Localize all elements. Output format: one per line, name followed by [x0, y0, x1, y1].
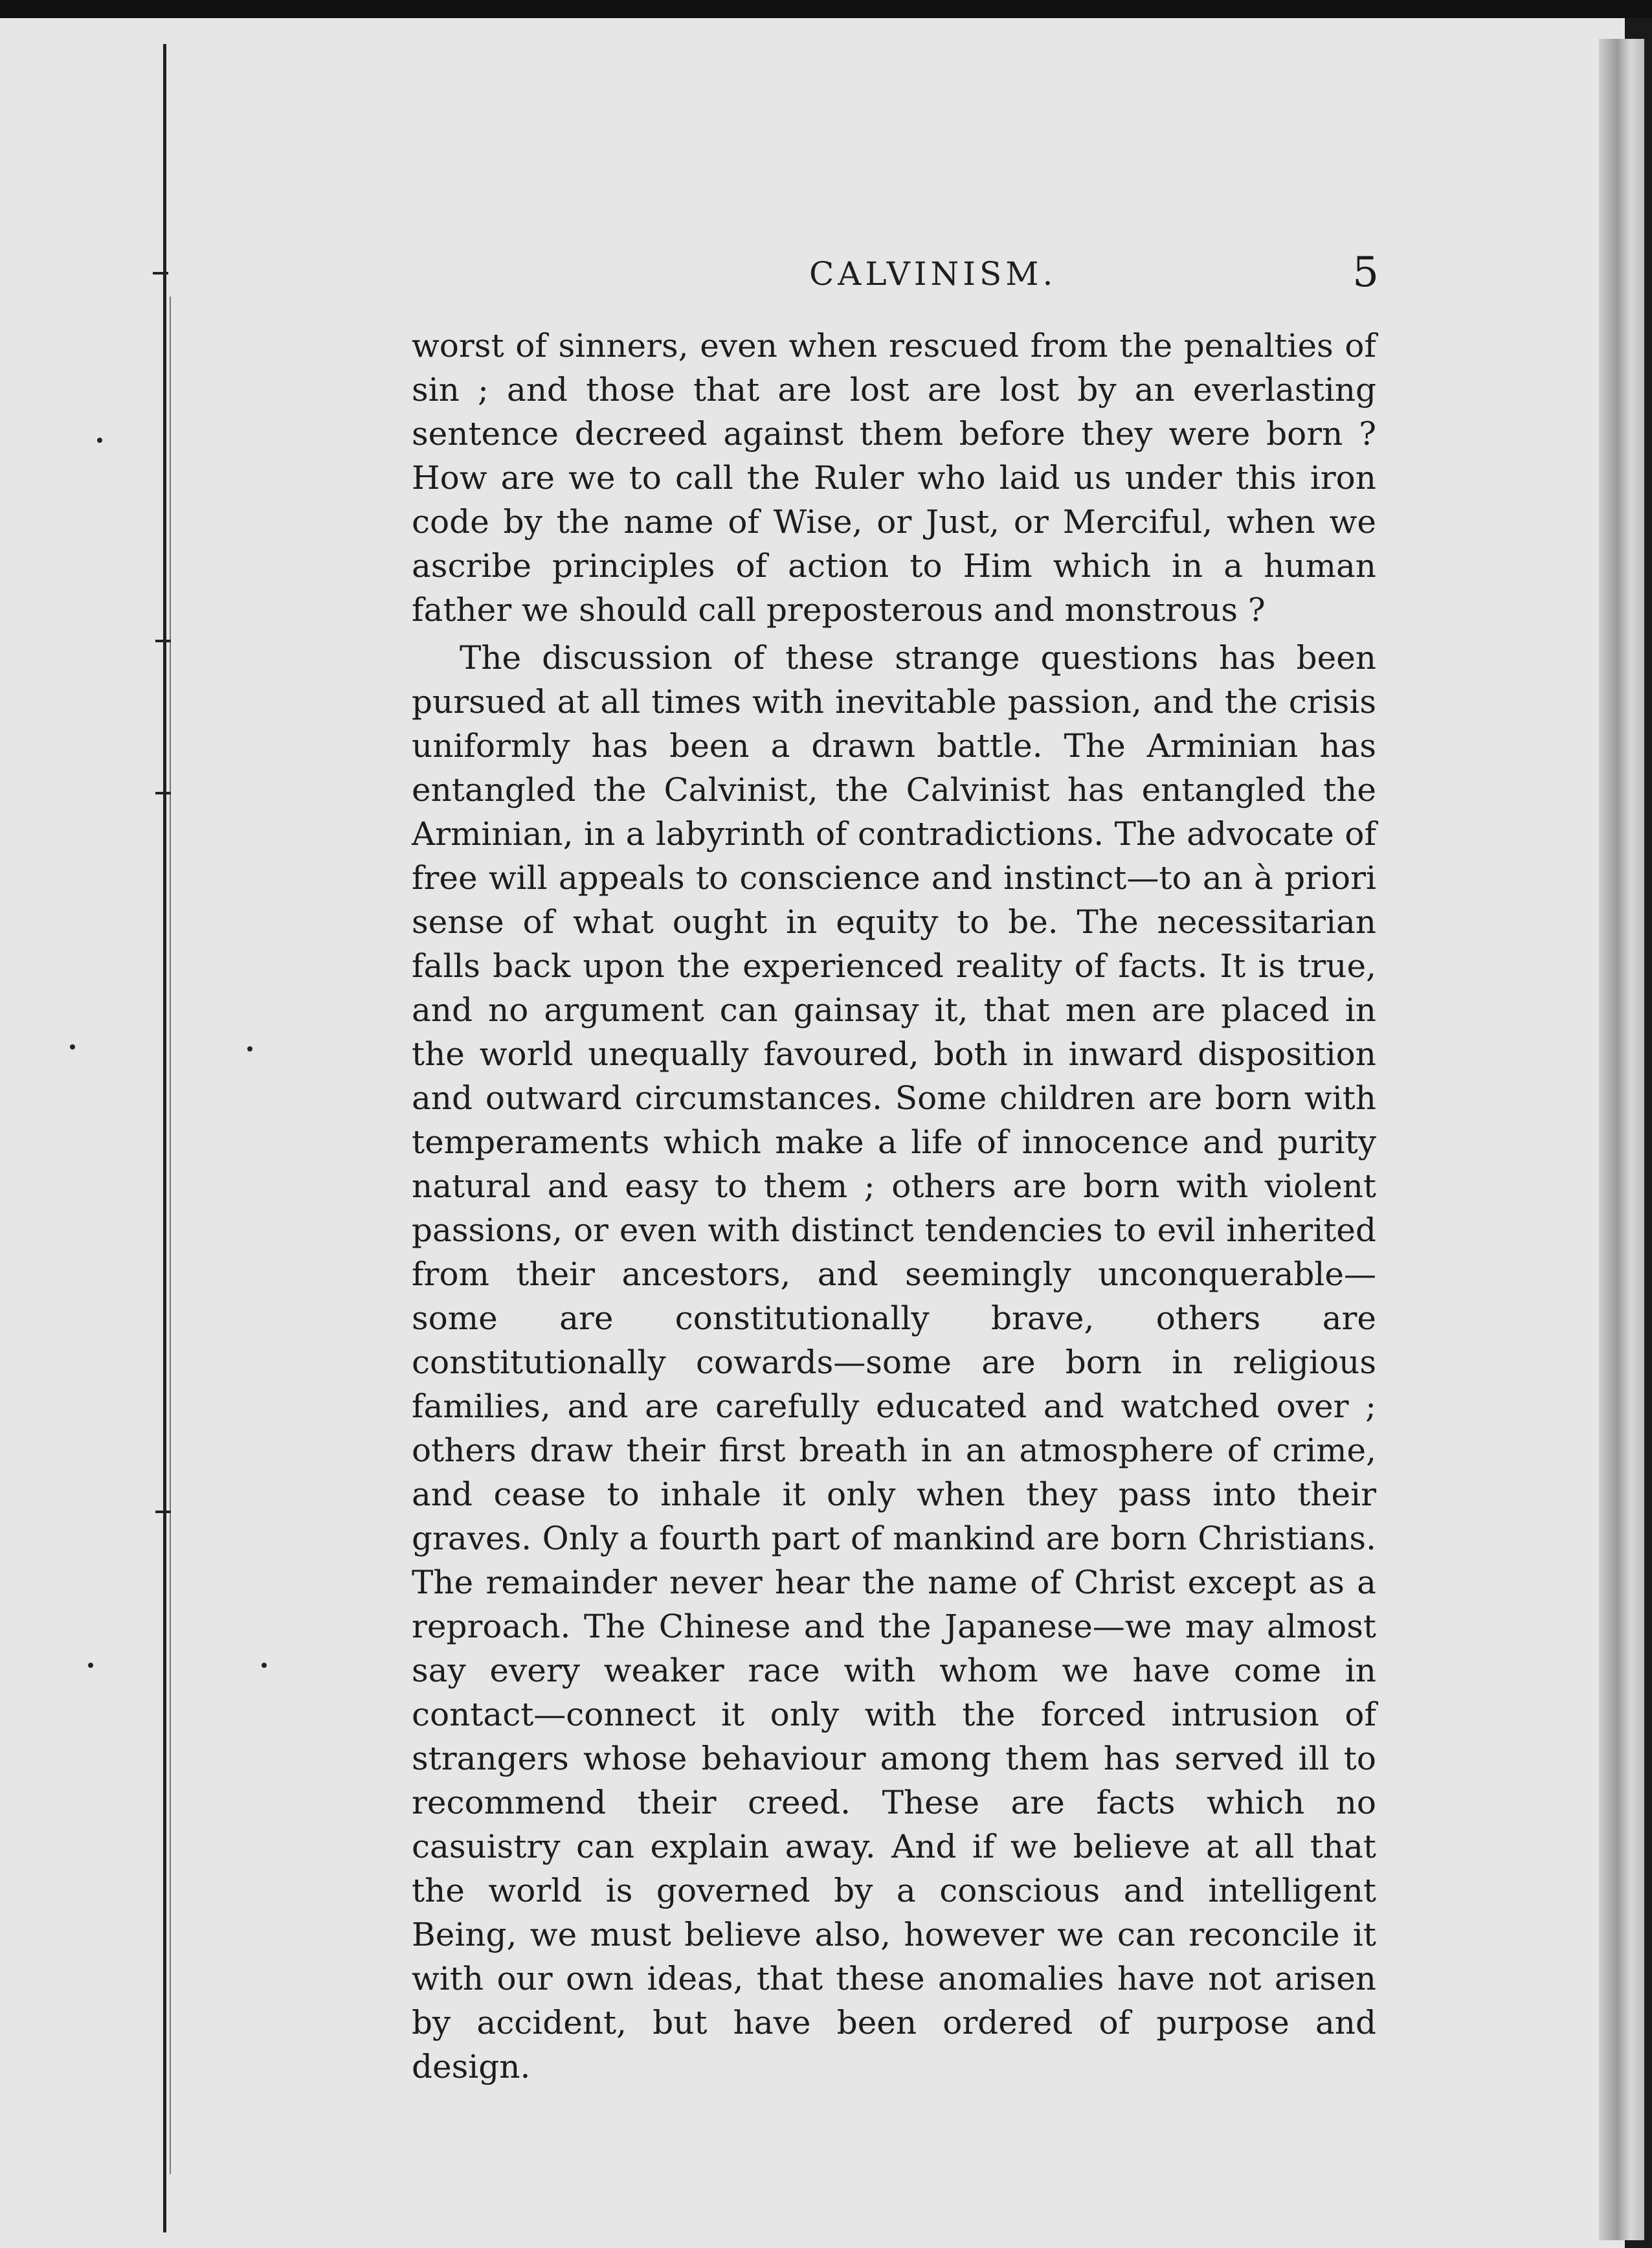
scan-speck — [97, 438, 102, 443]
book-page — [0, 18, 1625, 2248]
body-text — [412, 324, 1376, 2089]
paragraph: worst of sinners, even when rescued from the penalties of sin ; and those that are lost are lost by an everlasting sentence decreed against them before they were born ? How are we to call the Ruler who laid us under this iron code by the name of Wise, or Just, or Merciful, when we ascribe principles of action to Him which in a human father we should call preposterous and monstrous ? — [412, 327, 1376, 629]
binding-gutter-line — [163, 44, 166, 2232]
binding-stitch-mark — [155, 792, 171, 794]
scan-speck — [88, 1663, 93, 1668]
paragraph: The discussion of these strange questions has been pursued at all times with inevitable passion, and the crisis uniformly has been a drawn battle. The Arminian has entangled the Calvinist, the Calvinist has entangled the Arminian, in a labyrinth of contradictions. The advocate of free will appeals to conscience and instinct—to an à priori sense of what ought in equity to be. The necessitarian falls back upon the experienced reality of facts. It is true, and no argument can gainsay it, that men are placed in the world unequally favoured, both in inward disposition and outward circumstances. Some children are born with temperaments which make a life of innocence and purity natural and easy to them ; others are born with violent passions, or even with distinct tendencies to evil inherited from their ancestors, and seemingly unconquerable—some are constitutionally brave, others are constitutionally cowards—some are born in religious families, and are carefully educated and watched over ; others draw their first breath in an atmosphere of crime, and cease to inhale it only when they pass into their graves. Only a fourth part of mankind are born Christians. The remainder never hear the name of Christ except as a reproach. The Chinese and the Japanese—we may almost say every weaker race with whom we have come in contact—connect it only with the forced intrusion of strangers whose behaviour among them has served ill to recommend their creed. These are facts which no casuistry can explain away. And if we believe at all that the world is governed by a conscious and intelligent Being, we must believe also, however we can reconcile it with our own ideas, that these anomalies have not arisen by accident, but have been ordered of purpose and design. — [412, 639, 1376, 2085]
page-edge-stack — [1599, 39, 1644, 2240]
running-title: CALVINISM. — [809, 255, 1057, 293]
scan-speck — [247, 1046, 252, 1051]
scan-speck — [262, 1663, 267, 1668]
running-head — [427, 249, 1379, 300]
page-number: 5 — [1352, 249, 1379, 297]
scan-top-border — [0, 0, 1652, 18]
binding-stitch-mark — [153, 272, 168, 275]
binding-stitch-mark — [155, 640, 171, 642]
binding-gutter-shadow — [170, 297, 171, 2174]
binding-stitch-mark — [155, 1511, 171, 1513]
scan-speck — [70, 1044, 75, 1050]
